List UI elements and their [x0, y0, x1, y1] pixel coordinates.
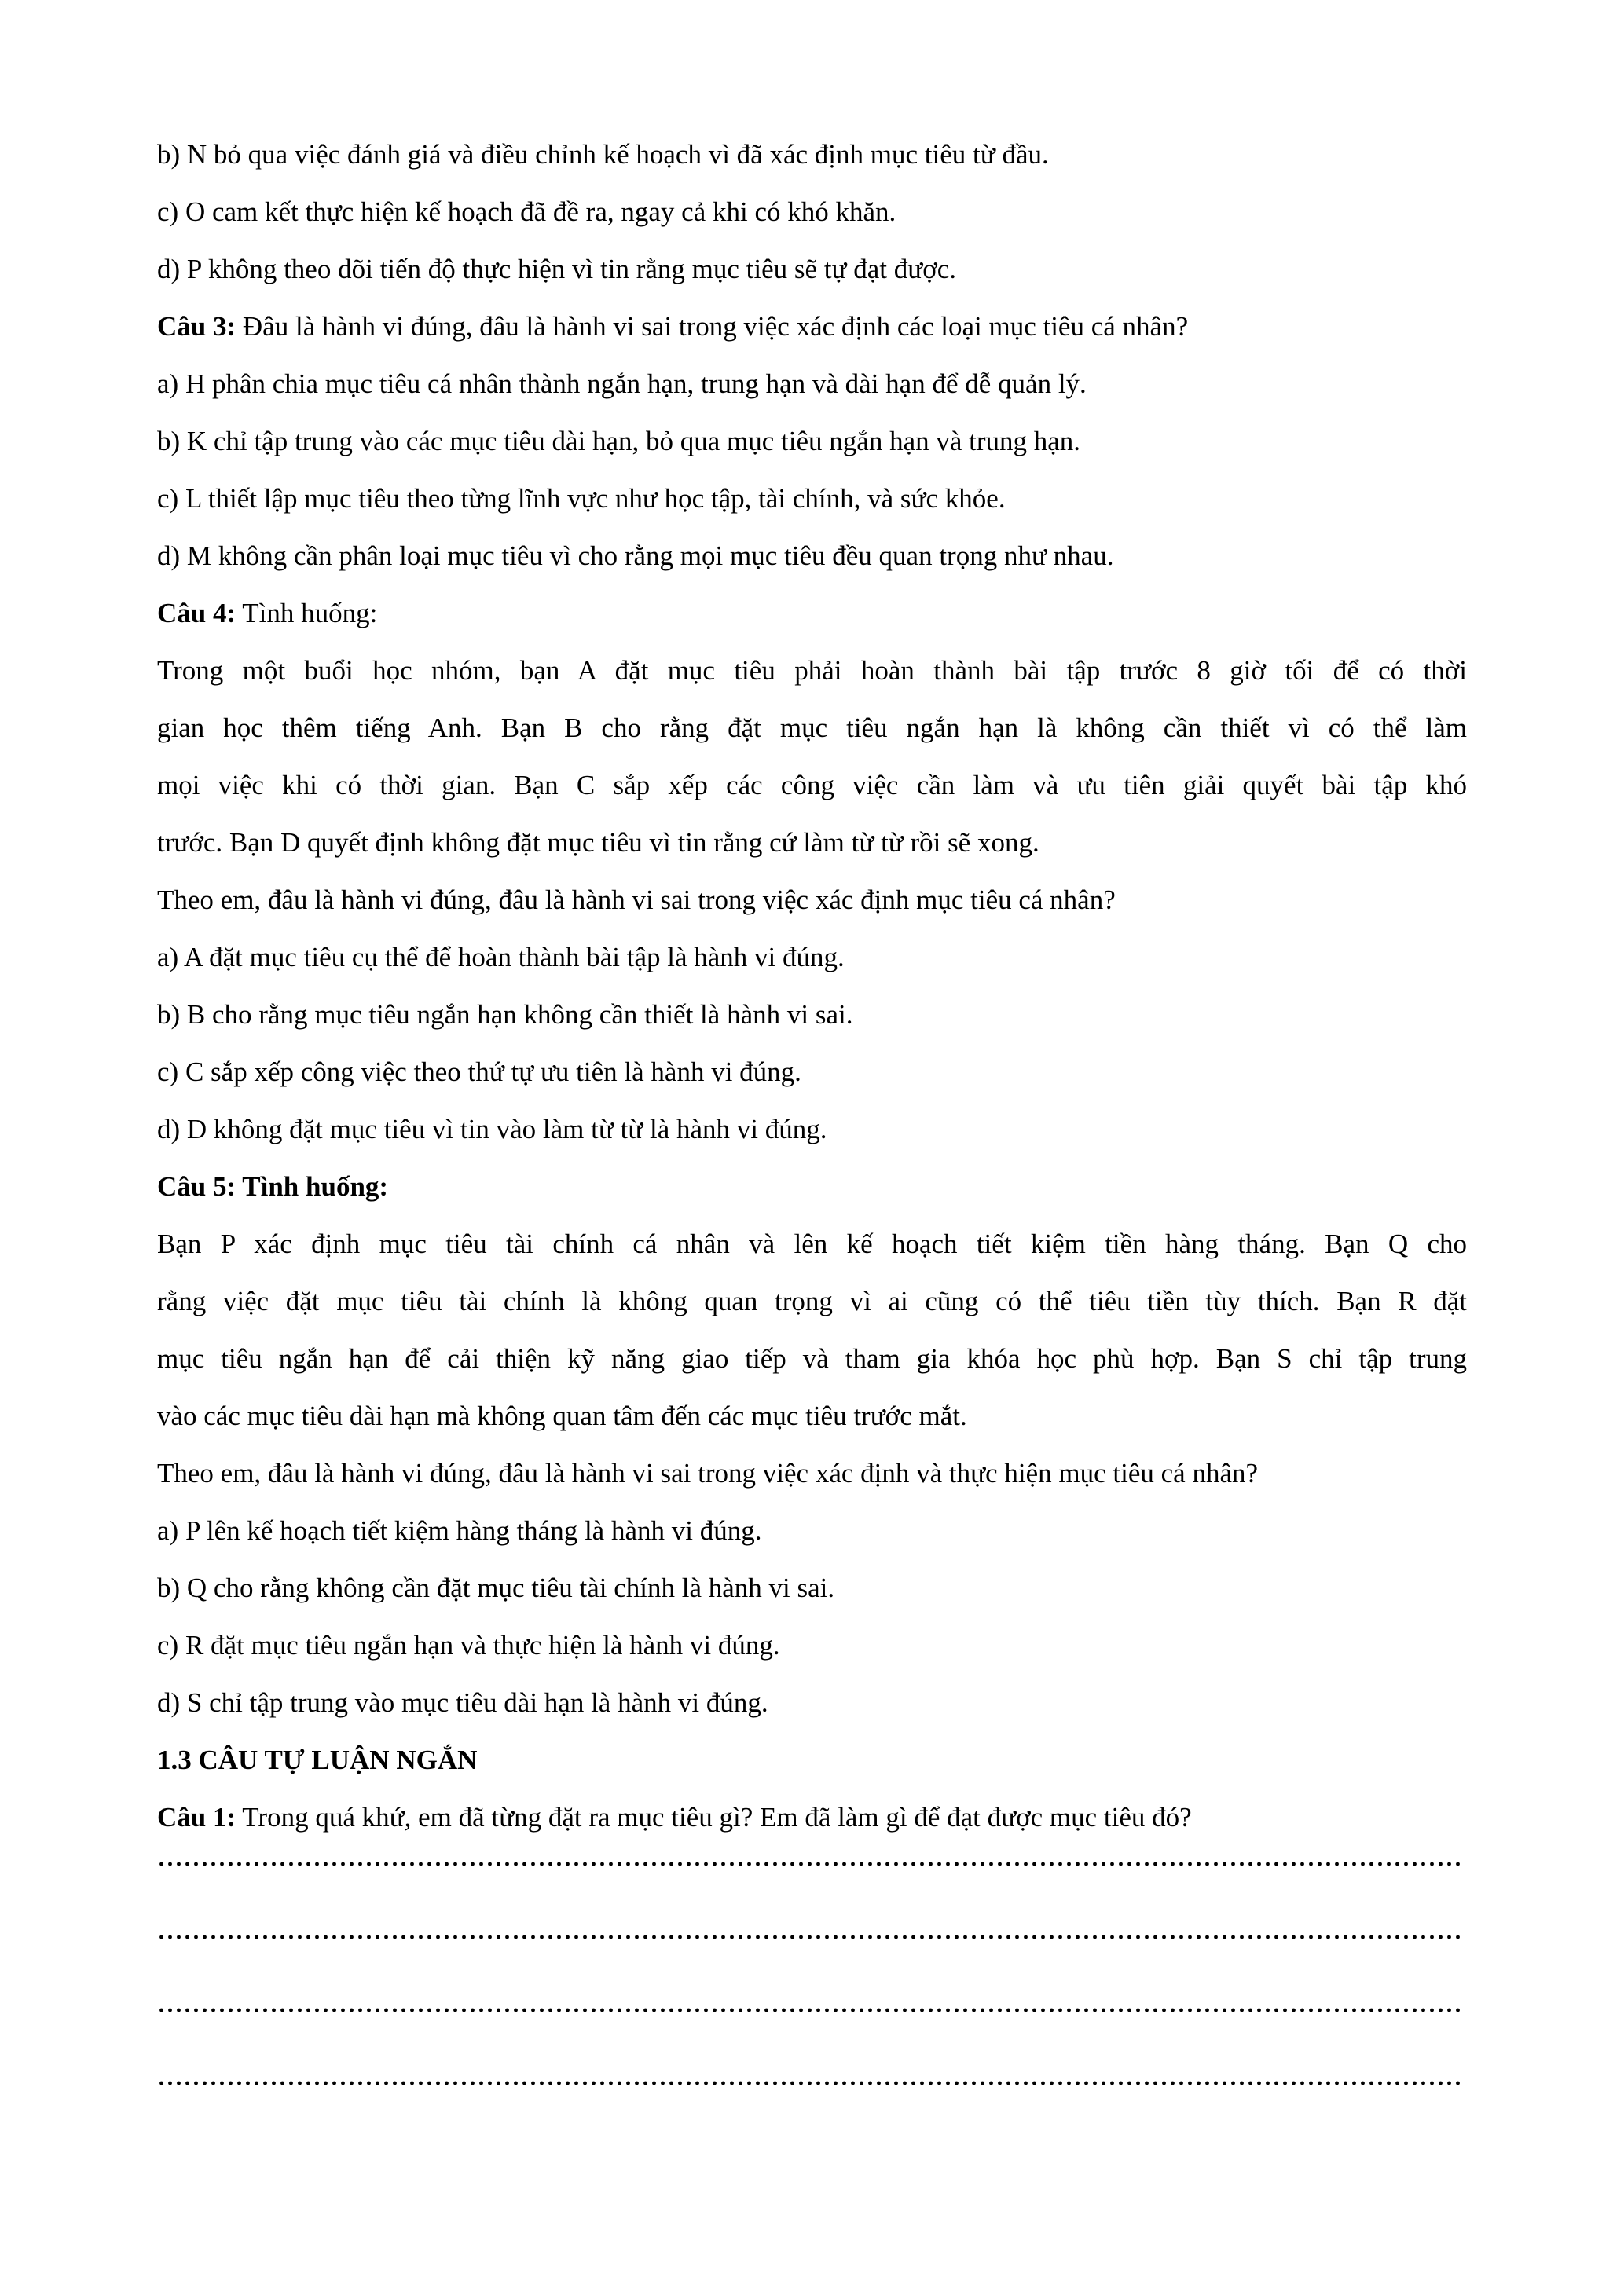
- text-run: Trong một buổi học nhóm, bạn A đặt mục tiêu phải hoàn thành bài tập trước 8 giờ tối để có thời: [157, 655, 1467, 686]
- scenario-line: [157, 1273, 1467, 1330]
- option-line: [157, 1674, 1467, 1731]
- text-run: Bạn P xác định mục tiêu tài chính cá nhân và lên kế hoạch tiết kiệm tiền hàng tháng. Bạn Q cho: [157, 1229, 1467, 1259]
- text-run: d) M không cần phân loại mục tiêu vì cho rằng mọi mục tiêu đều quan trọng như nhau.: [157, 540, 1114, 571]
- text-run: d) P không theo dõi tiến độ thực hiện vì tin rằng mục tiêu sẽ tự đạt được.: [157, 254, 956, 284]
- text-run: mọi việc khi có thời gian. Bạn C sắp xếp các công việc cần làm và ưu tiên giải quyết bài tập khó: [157, 770, 1467, 800]
- option-line: [157, 470, 1467, 527]
- scenario-line: [157, 1215, 1467, 1273]
- text-run: gian học thêm tiếng Anh. Bạn B cho rằng đặt mục tiêu ngắn hạn là không cần thiết vì có thể làm: [157, 712, 1467, 743]
- option-line: [157, 126, 1467, 183]
- text-run: trước. Bạn D quyết định không đặt mục tiêu vì tin rằng cứ làm từ từ rồi sẽ xong.: [157, 827, 1039, 858]
- question-line: [157, 1158, 1467, 1215]
- answer-dotted-line: [157, 2008, 1467, 2065]
- section-heading: [157, 1731, 1467, 1789]
- scenario-line: [157, 814, 1467, 871]
- dotted-leader: [157, 1862, 1463, 1866]
- text-run: Đâu là hành vi đúng, đâu là hành vi sai trong việc xác định các loại mục tiêu cá nhân?: [236, 311, 1189, 342]
- text-run: a) A đặt mục tiêu cụ thể để hoàn thành bài tập là hành vi đúng.: [157, 942, 845, 972]
- text-run: d) D không đặt mục tiêu vì tin vào làm từ từ là hành vi đúng.: [157, 1114, 827, 1144]
- scenario-line: [157, 699, 1467, 756]
- text-run: rằng việc đặt mục tiêu tài chính là không quan trọng vì ai cũng có thể tiêu tiền tùy thích. Bạn R đặt: [157, 1286, 1467, 1316]
- option-line: [157, 928, 1467, 986]
- option-line: [157, 240, 1467, 298]
- text-run: b) B cho rằng mục tiêu ngắn hạn không cần thiết là hành vi sai.: [157, 999, 853, 1030]
- answer-dotted-line: [157, 1935, 1467, 1992]
- option-line: [157, 355, 1467, 412]
- text-run: Tình huống:: [236, 598, 378, 628]
- option-line: [157, 183, 1467, 240]
- text-run: b) N bỏ qua việc đánh giá và điều chỉnh kế hoạch vì đã xác định mục tiêu từ đầu.: [157, 139, 1049, 170]
- bold-text-run: 1.3 CÂU TỰ LUẬN NGẮN: [157, 1745, 478, 1775]
- dotted-leader: [157, 1935, 1463, 1939]
- option-line: [157, 412, 1467, 470]
- option-line: [157, 986, 1467, 1043]
- bold-text-run: Câu 1:: [157, 1802, 236, 1833]
- text-run: b) Q cho rằng không cần đặt mục tiêu tài chính là hành vi sai.: [157, 1573, 835, 1603]
- text-run: a) H phân chia mục tiêu cá nhân thành ngắn hạn, trung hạn và dài hạn để dễ quản lý.: [157, 368, 1087, 399]
- option-line: [157, 1559, 1467, 1617]
- answer-dotted-line: [157, 2081, 1467, 2138]
- option-line: [157, 1100, 1467, 1158]
- option-line: [157, 1617, 1467, 1674]
- text-run: Trong quá khứ, em đã từng đặt ra mục tiêu gì? Em đã làm gì để đạt được mục tiêu đó?: [236, 1802, 1192, 1833]
- scenario-line: [157, 756, 1467, 814]
- bold-text-run: Câu 3:: [157, 311, 236, 342]
- option-line: [157, 1502, 1467, 1559]
- scenario-line: [157, 1387, 1467, 1445]
- question-prompt-line: [157, 871, 1467, 928]
- bold-text-run: Câu 4:: [157, 598, 236, 628]
- option-line: [157, 527, 1467, 584]
- text-run: a) P lên kế hoạch tiết kiệm hàng tháng là hành vi đúng.: [157, 1515, 762, 1546]
- text-run: c) R đặt mục tiêu ngắn hạn và thực hiện là hành vi đúng.: [157, 1630, 780, 1661]
- text-run: b) K chỉ tập trung vào các mục tiêu dài hạn, bỏ qua mục tiêu ngắn hạn và trung hạn.: [157, 426, 1081, 456]
- text-run: c) L thiết lập mục tiêu theo từng lĩnh vực như học tập, tài chính, và sức khỏe.: [157, 483, 1006, 514]
- answer-dotted-line: [157, 1862, 1467, 1919]
- dotted-leader: [157, 2008, 1463, 2012]
- question-line: [157, 584, 1467, 642]
- scenario-line: [157, 1330, 1467, 1387]
- text-run: Theo em, đâu là hành vi đúng, đâu là hành vi sai trong việc xác định và thực hiện mục tiêu cá nhân?: [157, 1458, 1259, 1489]
- text-run: c) O cam kết thực hiện kế hoạch đã đề ra, ngay cả khi có khó khăn.: [157, 196, 896, 227]
- text-run: c) C sắp xếp công việc theo thứ tự ưu tiên là hành vi đúng.: [157, 1056, 801, 1087]
- text-run: d) S chỉ tập trung vào mục tiêu dài hạn là hành vi đúng.: [157, 1687, 768, 1718]
- text-run: mục tiêu ngắn hạn để cải thiện kỹ năng giao tiếp và tham gia khóa học phù hợp. Bạn S chỉ tập trung: [157, 1343, 1467, 1374]
- bold-text-run: Câu 5: Tình huống:: [157, 1171, 389, 1202]
- dotted-leader: [157, 2081, 1463, 2085]
- question-line: [157, 1789, 1467, 1846]
- question-line: [157, 298, 1467, 355]
- scenario-line: [157, 642, 1467, 699]
- text-run: Theo em, đâu là hành vi đúng, đâu là hành vi sai trong việc xác định mục tiêu cá nhân?: [157, 884, 1116, 915]
- text-run: vào các mục tiêu dài hạn mà không quan tâm đến các mục tiêu trước mắt.: [157, 1401, 967, 1431]
- option-line: [157, 1043, 1467, 1100]
- question-prompt-line: [157, 1445, 1467, 1502]
